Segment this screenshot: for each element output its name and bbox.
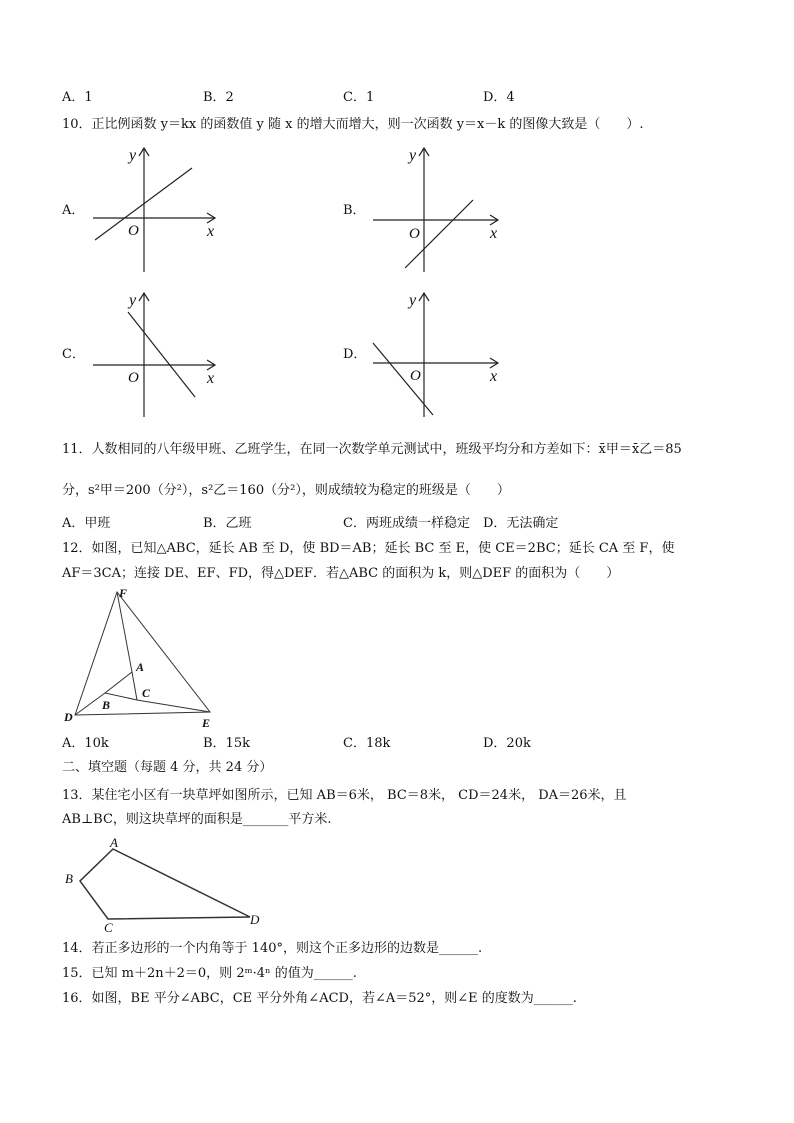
q10-graph-b xyxy=(365,140,515,275)
x-axis-label: x xyxy=(207,223,215,240)
q10-graph-d xyxy=(365,285,515,420)
q10-graph-a xyxy=(85,140,235,275)
q11-option-d: D．无法确定 xyxy=(483,516,559,531)
q12-option-c: C．18k xyxy=(343,736,391,751)
label-c: C xyxy=(104,920,113,935)
q11-option-a: A．甲班 xyxy=(62,516,111,531)
q9-option-d: D．4 xyxy=(483,90,515,105)
label-b: B xyxy=(102,698,111,712)
origin-label: O xyxy=(128,223,139,239)
q10-option-d-label: D． xyxy=(343,347,367,362)
q10-question: 10．正比例函数 y＝kx 的函数值 y 随 x 的增大而增大，则一次函数 y＝x－k 的图像大致是（ ）. xyxy=(62,117,644,132)
q10-option-a-label: A． xyxy=(62,203,85,218)
q13-line1: 13．某住宅小区有一块草坪如图所示，已知 AB＝6米， BC＝8米， CD＝24米， DA＝26米，且 xyxy=(62,788,627,803)
origin-label: O xyxy=(410,368,421,384)
q9-option-c: C．1 xyxy=(343,90,375,105)
q12-line2: AF＝3CA；连接 DE、EF、FD，得△DEF．若△ABC 的面积为 k，则△DEF 的面积为（ ） xyxy=(62,566,620,581)
label-a: A xyxy=(136,660,145,674)
q11-option-c: C．两班成绩一样稳定 xyxy=(343,516,470,531)
label-d: D xyxy=(250,912,260,927)
q10-graph-c xyxy=(85,285,235,420)
origin-label: O xyxy=(128,370,139,386)
y-axis-label: y xyxy=(129,147,137,164)
q12-option-d: D．20k xyxy=(483,736,531,751)
x-axis-label: x xyxy=(490,225,498,242)
x-axis-label: x xyxy=(207,370,215,387)
q14: 14．若正多边形的一个内角等于 140°，则这个正多边形的边数是______. xyxy=(62,941,483,956)
y-axis-label: y xyxy=(129,292,137,309)
q11-line2: 分，s²甲＝200（分²），s²乙＝160（分²），则成绩较为稳定的班级是（ ） xyxy=(62,483,510,498)
x-axis-label: x xyxy=(490,368,498,385)
section-2-heading: 二、填空题（每题 4 分，共 24 分） xyxy=(62,760,273,775)
q15: 15．已知 m＋2n＋2＝0，则 2ᵐ·4ⁿ 的值为______. xyxy=(62,966,357,981)
q9-option-a: A．1 xyxy=(62,90,93,105)
q9-option-b: B．2 xyxy=(203,90,234,105)
q11-line1: 11．人数相同的八年级甲班、乙班学生，在同一次数学单元测试中，班级平均分和方差如下：x̄甲＝x̄乙＝85 xyxy=(62,442,682,457)
q12-option-b: B．15k xyxy=(203,736,250,751)
y-axis-label: y xyxy=(409,292,417,309)
q12-line1: 12．如图，已知△ABC，延长 AB 至 D，使 BD＝AB；延长 BC 至 E，使 CE＝2BC；延长 CA 至 F，使 xyxy=(62,541,675,556)
label-d: D xyxy=(64,710,73,724)
q12-triangle-figure xyxy=(60,585,230,735)
q13-quadrilateral-figure xyxy=(60,835,270,935)
q16: 16．如图，BE 平分∠ABC，CE 平分外角∠ACD，若∠A＝52°，则∠E 的度数为______. xyxy=(62,991,577,1006)
y-axis-label: y xyxy=(409,147,417,164)
q11-option-b: B．乙班 xyxy=(203,516,252,531)
label-f: F xyxy=(119,586,128,600)
origin-label: O xyxy=(409,226,420,242)
label-e: E xyxy=(202,716,211,730)
q12-option-a: A．10k xyxy=(62,736,109,751)
q10-option-c-label: C． xyxy=(62,347,85,362)
label-c: C xyxy=(142,686,151,700)
q13-line2: AB⊥BC，则这块草坪的面积是_______平方米. xyxy=(62,812,332,827)
label-b: B xyxy=(65,871,73,886)
label-a: A xyxy=(110,835,118,850)
q10-option-b-label: B． xyxy=(343,203,366,218)
